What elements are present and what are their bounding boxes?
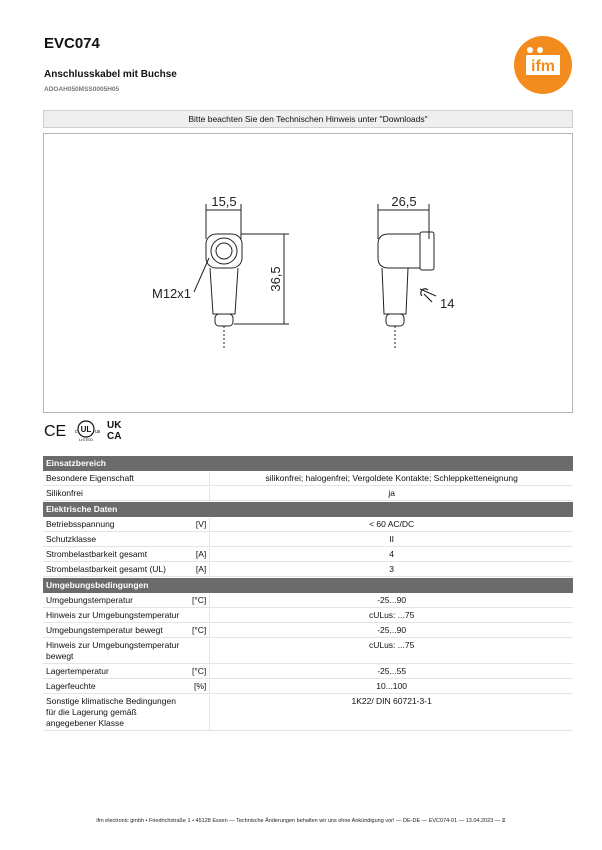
section-title: Elektrische Daten [43, 502, 573, 517]
dim-width-side-label: 26,5 [391, 194, 417, 209]
table-row [43, 639, 573, 664]
row-value: 3 [209, 563, 573, 577]
page-footer [0, 818, 602, 825]
row-value: -25...90 [209, 594, 573, 608]
wrench-icon [421, 289, 432, 302]
table-row [43, 472, 573, 486]
row-label: Umgebungstemperatur [43, 594, 189, 608]
ukca-top: UK [107, 420, 122, 431]
article-code: ADOAH050MSS0005H05 [44, 86, 120, 93]
row-unit: [V] [189, 518, 209, 532]
row-value: ja [209, 487, 573, 501]
table-row [43, 609, 573, 623]
dimension-drawing [43, 133, 573, 413]
technical-notice: Bitte beachten Sie den Technischen Hinweis unter "Downloads" [43, 110, 573, 128]
row-unit [189, 639, 209, 664]
row-label: Hinweis zur Umgebungstemperatur [43, 609, 189, 623]
logo-text: ifm [531, 58, 555, 75]
ifm-logo [514, 36, 572, 94]
table-row [43, 533, 573, 547]
row-unit [189, 695, 209, 731]
row-unit [189, 472, 209, 486]
table-row [43, 518, 573, 532]
row-label: Lagertemperatur [43, 665, 189, 679]
connector-front-socket [216, 243, 232, 259]
row-value: < 60 AC/DC [209, 518, 573, 532]
row-label: Hinweis zur Umgebungstemperatur bewegt [43, 639, 189, 664]
product-title: EVC074 [44, 35, 100, 52]
row-value: cULus: ...75 [209, 609, 573, 623]
dim-height-label: 36,5 [268, 266, 283, 292]
ul-prefix: c [75, 429, 78, 435]
wrench-size-label: 14 [440, 296, 455, 311]
table-row [43, 594, 573, 608]
connector-front-boot [215, 314, 233, 326]
connector-side-body [378, 234, 420, 268]
ul-suffix: us [95, 429, 101, 435]
row-unit [189, 487, 209, 501]
row-unit: [°C] [189, 665, 209, 679]
row-value: 10...100 [209, 680, 573, 694]
row-value: silikonfrei; halogenfrei; Vergoldete Kontakte; Schleppketteneignung [209, 472, 573, 486]
row-label: Betriebsspannung [43, 518, 189, 532]
certification-marks [44, 418, 134, 442]
page-icon: ⧖ [501, 818, 506, 824]
connector-side-nut [420, 232, 434, 270]
table-row [43, 695, 573, 731]
ul-listed: LISTED [78, 437, 94, 442]
row-unit [189, 533, 209, 547]
product-subtitle: Anschlusskabel mit Buchse [44, 69, 177, 80]
footer-text: ifm electronic gmbh • Friedrichstraße 1 • 45128 Essen — Technische Änderungen behalten wir uns ohne Ankündigung vor! — DE-DE — EVC074-01 — 13.04.2023 — [96, 818, 501, 824]
row-unit: [°C] [189, 594, 209, 608]
specification-table [43, 455, 573, 732]
ce-mark: CE [44, 423, 67, 440]
row-unit: [°C] [189, 624, 209, 638]
row-value: II [209, 533, 573, 547]
section-header [43, 578, 573, 593]
row-label: Silikonfrei [43, 487, 189, 501]
row-label: Schutzklasse [43, 533, 189, 547]
row-unit [189, 609, 209, 623]
section-header [43, 502, 573, 517]
thread-leader [194, 258, 209, 292]
table-row [43, 548, 573, 562]
row-unit: [A] [189, 548, 209, 562]
row-unit: [%] [189, 680, 209, 694]
row-label: Strombelastbarkeit gesamt [43, 548, 189, 562]
table-row [43, 487, 573, 501]
svg-text:UL: UL [80, 425, 92, 434]
table-row [43, 624, 573, 638]
dimension-drawing-svg [44, 134, 572, 412]
table-row [43, 680, 573, 694]
row-value: 1K22/ DIN 60721-3-1 [209, 695, 573, 731]
section-header [43, 456, 573, 471]
dim-width-front-label: 15,5 [211, 194, 237, 209]
row-label: Strombelastbarkeit gesamt (UL) [43, 563, 189, 577]
section-title: Umgebungsbedingungen [43, 578, 573, 593]
connector-front-ring [211, 238, 237, 264]
row-label: Umgebungstemperatur bewegt [43, 624, 189, 638]
section-title: Einsatzbereich [43, 456, 573, 471]
table-row [43, 563, 573, 577]
row-value: 4 [209, 548, 573, 562]
table-row [43, 665, 573, 679]
row-value: -25...90 [209, 624, 573, 638]
connector-front-sleeve [210, 268, 238, 314]
row-label: Lagerfeuchte [43, 680, 189, 694]
row-label: Besondere Eigenschaft [43, 472, 189, 486]
row-unit: [A] [189, 563, 209, 577]
connector-side-sleeve [382, 268, 408, 314]
row-value: cULus: ...75 [209, 639, 573, 664]
row-value: -25...55 [209, 665, 573, 679]
row-label: Sonstige klimatische Bedingungen für die Lagerung gemäß angegebener Klasse [43, 695, 189, 731]
ukca-bottom: CA [107, 431, 122, 442]
connector-side-boot [386, 314, 404, 326]
thread-label: M12x1 [152, 286, 192, 301]
